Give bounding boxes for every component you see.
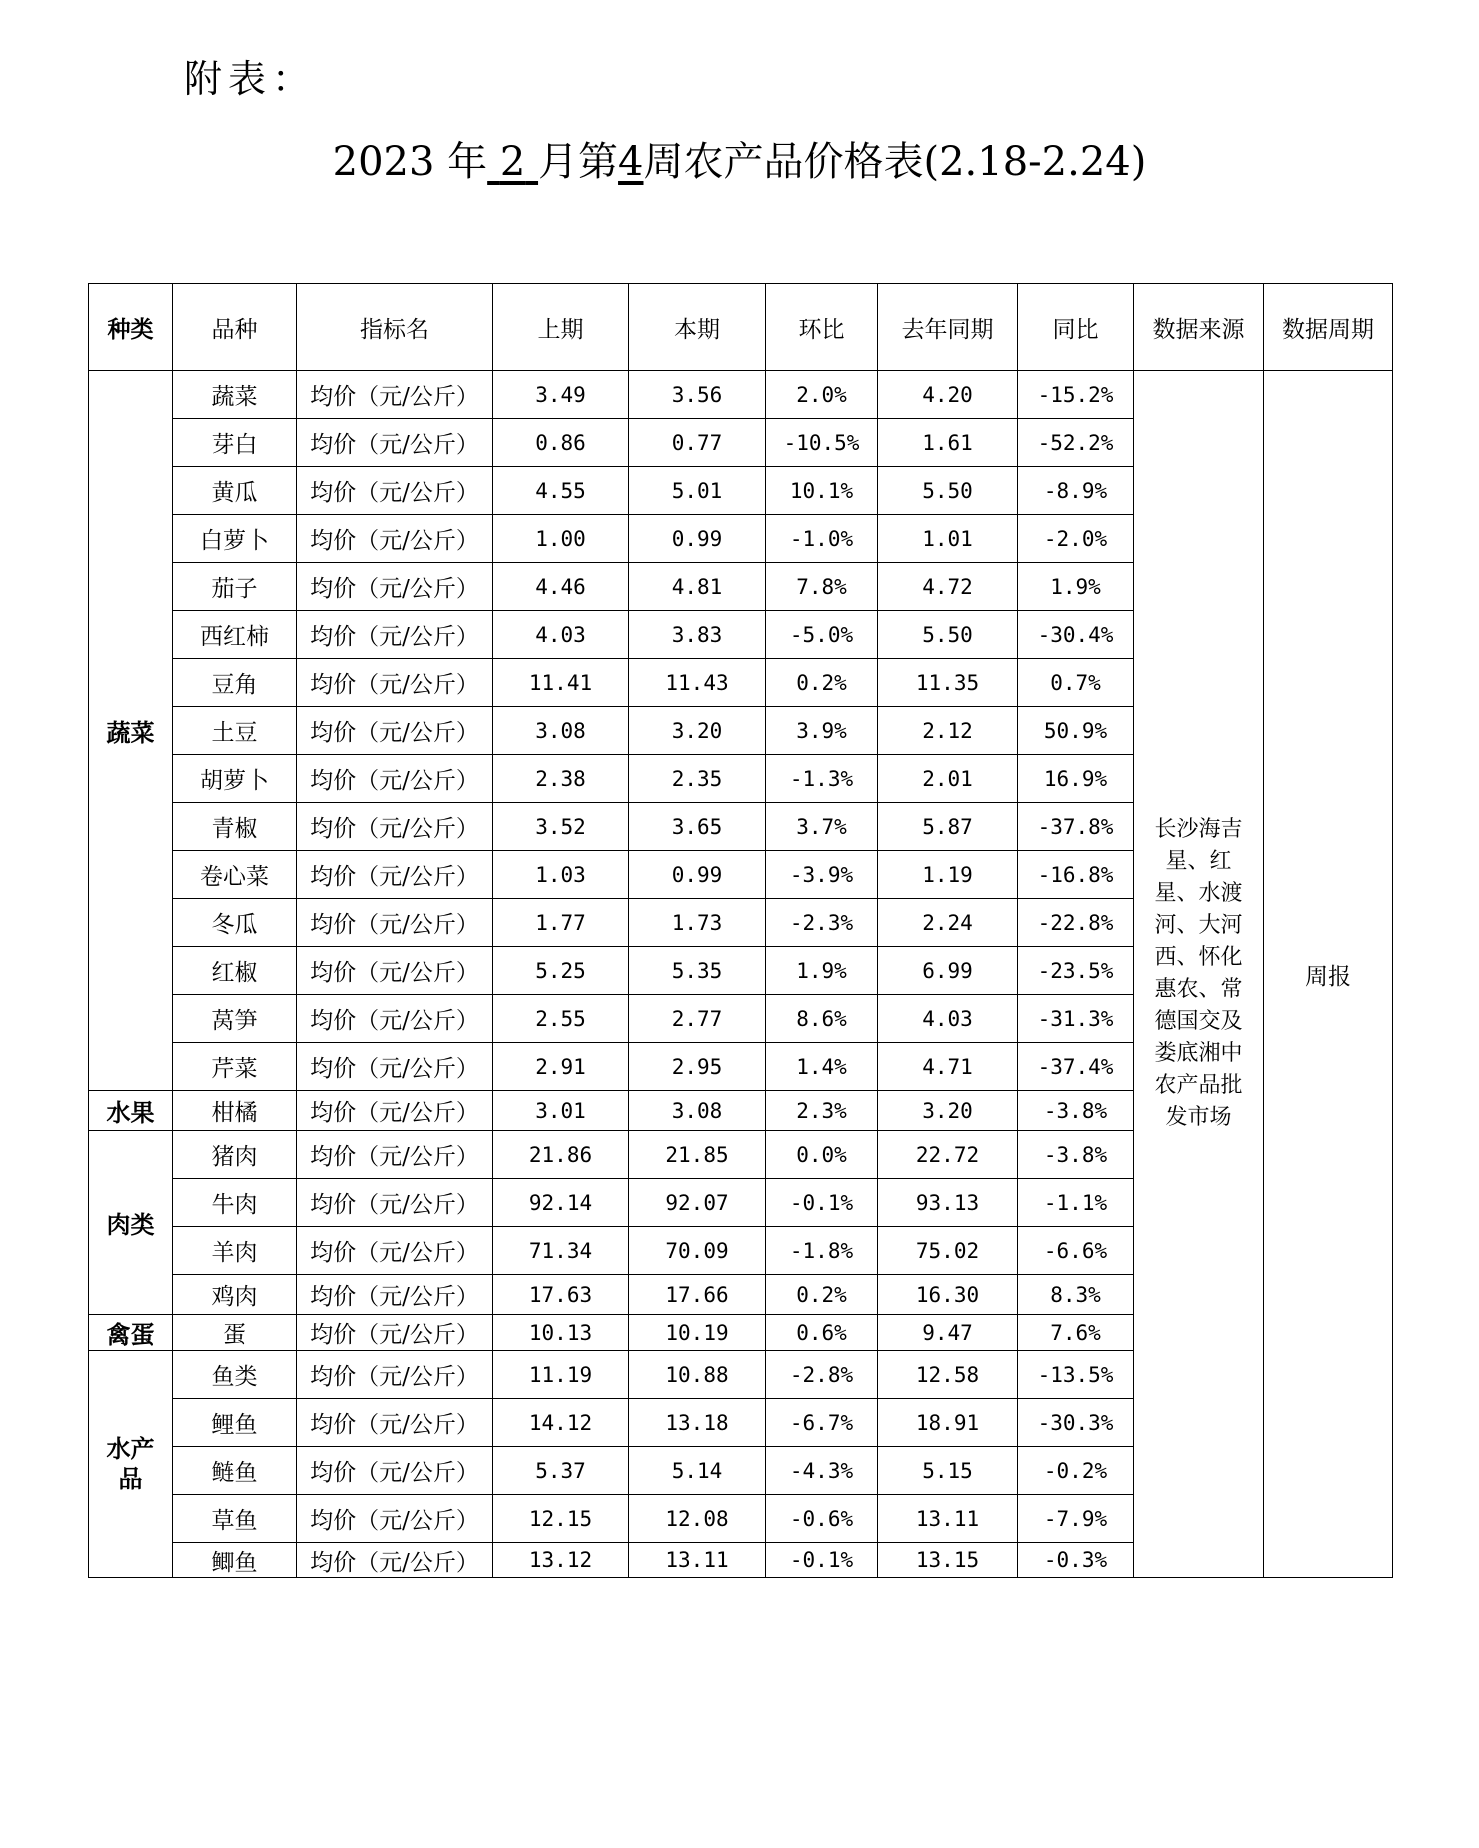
prev-cell: 4.55 <box>493 467 629 515</box>
variety-cell: 冬瓜 <box>173 899 297 947</box>
mom-cell: 1.4% <box>766 1043 878 1091</box>
mom-cell: -1.8% <box>766 1227 878 1275</box>
variety-cell: 西红柿 <box>173 611 297 659</box>
curr-cell: 92.07 <box>629 1179 766 1227</box>
yoy-cell: -2.0% <box>1018 515 1134 563</box>
curr-cell: 3.83 <box>629 611 766 659</box>
last-year-cell: 1.19 <box>878 851 1018 899</box>
variety-cell: 土豆 <box>173 707 297 755</box>
last-year-cell: 13.15 <box>878 1543 1018 1578</box>
yoy-cell: -30.3% <box>1018 1399 1134 1447</box>
prev-cell: 11.19 <box>493 1351 629 1399</box>
indicator-cell: 均价（元/公斤） <box>297 419 493 467</box>
indicator-cell: 均价（元/公斤） <box>297 803 493 851</box>
yoy-cell: 0.7% <box>1018 659 1134 707</box>
mom-cell: -3.9% <box>766 851 878 899</box>
curr-cell: 13.18 <box>629 1399 766 1447</box>
curr-cell: 2.35 <box>629 755 766 803</box>
mom-cell: 0.2% <box>766 659 878 707</box>
indicator-cell: 均价（元/公斤） <box>297 371 493 419</box>
indicator-cell: 均价（元/公斤） <box>297 1543 493 1578</box>
price-table <box>88 283 1393 1578</box>
prev-cell: 92.14 <box>493 1179 629 1227</box>
last-year-cell: 3.20 <box>878 1091 1018 1131</box>
prev-cell: 2.55 <box>493 995 629 1043</box>
data-period-cell: 周报 <box>1264 371 1393 1578</box>
curr-cell: 11.43 <box>629 659 766 707</box>
header-cell: 数据周期 <box>1264 284 1393 371</box>
mom-cell: -2.8% <box>766 1351 878 1399</box>
yoy-cell: -22.8% <box>1018 899 1134 947</box>
yoy-cell: -0.2% <box>1018 1447 1134 1495</box>
title-week: 4 <box>618 139 644 185</box>
yoy-cell: -31.3% <box>1018 995 1134 1043</box>
prev-cell: 3.01 <box>493 1091 629 1131</box>
last-year-cell: 9.47 <box>878 1315 1018 1351</box>
category-cell: 水果 <box>89 1091 173 1131</box>
last-year-cell: 16.30 <box>878 1275 1018 1315</box>
last-year-cell: 12.58 <box>878 1351 1018 1399</box>
variety-cell: 红椒 <box>173 947 297 995</box>
header-cell: 上期 <box>493 284 629 371</box>
curr-cell: 1.73 <box>629 899 766 947</box>
yoy-cell: -30.4% <box>1018 611 1134 659</box>
yoy-cell: -8.9% <box>1018 467 1134 515</box>
last-year-cell: 11.35 <box>878 659 1018 707</box>
variety-cell: 柑橘 <box>173 1091 297 1131</box>
indicator-cell: 均价（元/公斤） <box>297 707 493 755</box>
prev-cell: 17.63 <box>493 1275 629 1315</box>
curr-cell: 10.19 <box>629 1315 766 1351</box>
indicator-cell: 均价（元/公斤） <box>297 611 493 659</box>
yoy-cell: -15.2% <box>1018 371 1134 419</box>
mom-cell: 1.9% <box>766 947 878 995</box>
yoy-cell: -7.9% <box>1018 1495 1134 1543</box>
last-year-cell: 4.20 <box>878 371 1018 419</box>
variety-cell: 芽白 <box>173 419 297 467</box>
variety-cell: 芹菜 <box>173 1043 297 1091</box>
header-cell: 同比 <box>1018 284 1134 371</box>
variety-cell: 豆角 <box>173 659 297 707</box>
last-year-cell: 5.50 <box>878 611 1018 659</box>
last-year-cell: 1.01 <box>878 515 1018 563</box>
variety-cell: 鸡肉 <box>173 1275 297 1315</box>
curr-cell: 2.95 <box>629 1043 766 1091</box>
variety-cell: 卷心菜 <box>173 851 297 899</box>
yoy-cell: -3.8% <box>1018 1091 1134 1131</box>
header-cell: 指标名 <box>297 284 493 371</box>
mom-cell: -5.0% <box>766 611 878 659</box>
mom-cell: 3.7% <box>766 803 878 851</box>
mom-cell: -6.7% <box>766 1399 878 1447</box>
variety-cell: 莴笋 <box>173 995 297 1043</box>
last-year-cell: 4.71 <box>878 1043 1018 1091</box>
yoy-cell: -37.4% <box>1018 1043 1134 1091</box>
table-header-row <box>89 284 1393 371</box>
curr-cell: 5.14 <box>629 1447 766 1495</box>
last-year-cell: 2.12 <box>878 707 1018 755</box>
variety-cell: 茄子 <box>173 563 297 611</box>
last-year-cell: 5.50 <box>878 467 1018 515</box>
last-year-cell: 18.91 <box>878 1399 1018 1447</box>
mom-cell: -1.0% <box>766 515 878 563</box>
curr-cell: 3.20 <box>629 707 766 755</box>
indicator-cell: 均价（元/公斤） <box>297 1315 493 1351</box>
mom-cell: -1.3% <box>766 755 878 803</box>
yoy-cell: -1.1% <box>1018 1179 1134 1227</box>
curr-cell: 70.09 <box>629 1227 766 1275</box>
variety-cell: 胡萝卜 <box>173 755 297 803</box>
indicator-cell: 均价（元/公斤） <box>297 1043 493 1091</box>
prev-cell: 14.12 <box>493 1399 629 1447</box>
last-year-cell: 22.72 <box>878 1131 1018 1179</box>
category-cell: 肉类 <box>89 1131 173 1315</box>
mom-cell: -4.3% <box>766 1447 878 1495</box>
indicator-cell: 均价（元/公斤） <box>297 1227 493 1275</box>
curr-cell: 5.01 <box>629 467 766 515</box>
variety-cell: 鲫鱼 <box>173 1543 297 1578</box>
yoy-cell: 50.9% <box>1018 707 1134 755</box>
curr-cell: 3.56 <box>629 371 766 419</box>
yoy-cell: 8.3% <box>1018 1275 1134 1315</box>
prev-cell: 5.25 <box>493 947 629 995</box>
indicator-cell: 均价（元/公斤） <box>297 851 493 899</box>
title-mid: 月第 <box>538 139 619 185</box>
prev-cell: 13.12 <box>493 1543 629 1578</box>
last-year-cell: 93.13 <box>878 1179 1018 1227</box>
indicator-cell: 均价（元/公斤） <box>297 659 493 707</box>
mom-cell: 0.2% <box>766 1275 878 1315</box>
curr-cell: 13.11 <box>629 1543 766 1578</box>
table-body <box>89 371 1393 1578</box>
prev-cell: 11.41 <box>493 659 629 707</box>
header-cell: 本期 <box>629 284 766 371</box>
yoy-cell: -23.5% <box>1018 947 1134 995</box>
curr-cell: 5.35 <box>629 947 766 995</box>
title-suffix: 周农产品价格表(2.18-2.24) <box>643 139 1147 185</box>
header-cell: 去年同期 <box>878 284 1018 371</box>
mom-cell: 10.1% <box>766 467 878 515</box>
prev-cell: 2.91 <box>493 1043 629 1091</box>
variety-cell: 白萝卜 <box>173 515 297 563</box>
mom-cell: -0.1% <box>766 1179 878 1227</box>
prev-cell: 1.77 <box>493 899 629 947</box>
prev-cell: 0.86 <box>493 419 629 467</box>
indicator-cell: 均价（元/公斤） <box>297 1447 493 1495</box>
last-year-cell: 2.24 <box>878 899 1018 947</box>
curr-cell: 0.77 <box>629 419 766 467</box>
appendix-label: 附表： <box>184 57 317 101</box>
variety-cell: 羊肉 <box>173 1227 297 1275</box>
indicator-cell: 均价（元/公斤） <box>297 995 493 1043</box>
indicator-cell: 均价（元/公斤） <box>297 755 493 803</box>
mom-cell: 2.3% <box>766 1091 878 1131</box>
category-cell: 蔬菜 <box>89 371 173 1091</box>
indicator-cell: 均价（元/公斤） <box>297 467 493 515</box>
last-year-cell: 75.02 <box>878 1227 1018 1275</box>
last-year-cell: 5.87 <box>878 803 1018 851</box>
title-prefix: 2023 年 <box>332 139 488 185</box>
title-month: 2 <box>499 139 526 185</box>
mom-cell: -2.3% <box>766 899 878 947</box>
curr-cell: 0.99 <box>629 515 766 563</box>
indicator-cell: 均价（元/公斤） <box>297 1091 493 1131</box>
indicator-cell: 均价（元/公斤） <box>297 1495 493 1543</box>
curr-cell: 3.65 <box>629 803 766 851</box>
mom-cell: 0.0% <box>766 1131 878 1179</box>
last-year-cell: 4.72 <box>878 563 1018 611</box>
prev-cell: 1.03 <box>493 851 629 899</box>
indicator-cell: 均价（元/公斤） <box>297 1351 493 1399</box>
yoy-cell: 7.6% <box>1018 1315 1134 1351</box>
yoy-cell: -13.5% <box>1018 1351 1134 1399</box>
prev-cell: 10.13 <box>493 1315 629 1351</box>
mom-cell: 0.6% <box>766 1315 878 1351</box>
variety-cell: 鲤鱼 <box>173 1399 297 1447</box>
last-year-cell: 5.15 <box>878 1447 1018 1495</box>
indicator-cell: 均价（元/公斤） <box>297 1275 493 1315</box>
mom-cell: -0.1% <box>766 1543 878 1578</box>
last-year-cell: 13.11 <box>878 1495 1018 1543</box>
variety-cell: 黄瓜 <box>173 467 297 515</box>
mom-cell: -0.6% <box>766 1495 878 1543</box>
yoy-cell: -0.3% <box>1018 1543 1134 1578</box>
mom-cell: 7.8% <box>766 563 878 611</box>
curr-cell: 2.77 <box>629 995 766 1043</box>
last-year-cell: 4.03 <box>878 995 1018 1043</box>
prev-cell: 3.49 <box>493 371 629 419</box>
variety-cell: 鲢鱼 <box>173 1447 297 1495</box>
variety-cell: 牛肉 <box>173 1179 297 1227</box>
header-cell: 品种 <box>173 284 297 371</box>
indicator-cell: 均价（元/公斤） <box>297 515 493 563</box>
indicator-cell: 均价（元/公斤） <box>297 563 493 611</box>
variety-cell: 青椒 <box>173 803 297 851</box>
curr-cell: 3.08 <box>629 1091 766 1131</box>
curr-cell: 10.88 <box>629 1351 766 1399</box>
indicator-cell: 均价（元/公斤） <box>297 947 493 995</box>
yoy-cell: -52.2% <box>1018 419 1134 467</box>
indicator-cell: 均价（元/公斤） <box>297 1179 493 1227</box>
prev-cell: 3.52 <box>493 803 629 851</box>
variety-cell: 鱼类 <box>173 1351 297 1399</box>
variety-cell: 蔬菜 <box>173 371 297 419</box>
header-cell: 环比 <box>766 284 878 371</box>
yoy-cell: 1.9% <box>1018 563 1134 611</box>
prev-cell: 4.03 <box>493 611 629 659</box>
page-title <box>0 130 1479 187</box>
mom-cell: 3.9% <box>766 707 878 755</box>
header-cell: 种类 <box>89 284 173 371</box>
category-cell: 禽蛋 <box>89 1315 173 1351</box>
data-source-cell: 长沙海吉星、红星、水渡河、大河西、怀化惠农、常德国交及娄底湘中农产品批发市场 <box>1134 371 1264 1578</box>
last-year-cell: 1.61 <box>878 419 1018 467</box>
yoy-cell: -37.8% <box>1018 803 1134 851</box>
curr-cell: 0.99 <box>629 851 766 899</box>
indicator-cell: 均价（元/公斤） <box>297 1131 493 1179</box>
mom-cell: -10.5% <box>766 419 878 467</box>
yoy-cell: -6.6% <box>1018 1227 1134 1275</box>
header-cell: 数据来源 <box>1134 284 1264 371</box>
curr-cell: 21.85 <box>629 1131 766 1179</box>
variety-cell: 猪肉 <box>173 1131 297 1179</box>
variety-cell: 蛋 <box>173 1315 297 1351</box>
variety-cell: 草鱼 <box>173 1495 297 1543</box>
prev-cell: 3.08 <box>493 707 629 755</box>
prev-cell: 21.86 <box>493 1131 629 1179</box>
prev-cell: 4.46 <box>493 563 629 611</box>
prev-cell: 5.37 <box>493 1447 629 1495</box>
yoy-cell: -16.8% <box>1018 851 1134 899</box>
curr-cell: 17.66 <box>629 1275 766 1315</box>
prev-cell: 2.38 <box>493 755 629 803</box>
category-cell: 水产品 <box>89 1351 173 1578</box>
last-year-cell: 6.99 <box>878 947 1018 995</box>
indicator-cell: 均价（元/公斤） <box>297 1399 493 1447</box>
prev-cell: 12.15 <box>493 1495 629 1543</box>
table-row <box>89 371 1393 419</box>
yoy-cell: -3.8% <box>1018 1131 1134 1179</box>
curr-cell: 12.08 <box>629 1495 766 1543</box>
yoy-cell: 16.9% <box>1018 755 1134 803</box>
curr-cell: 4.81 <box>629 563 766 611</box>
mom-cell: 2.0% <box>766 371 878 419</box>
prev-cell: 71.34 <box>493 1227 629 1275</box>
prev-cell: 1.00 <box>493 515 629 563</box>
indicator-cell: 均价（元/公斤） <box>297 899 493 947</box>
mom-cell: 8.6% <box>766 995 878 1043</box>
last-year-cell: 2.01 <box>878 755 1018 803</box>
